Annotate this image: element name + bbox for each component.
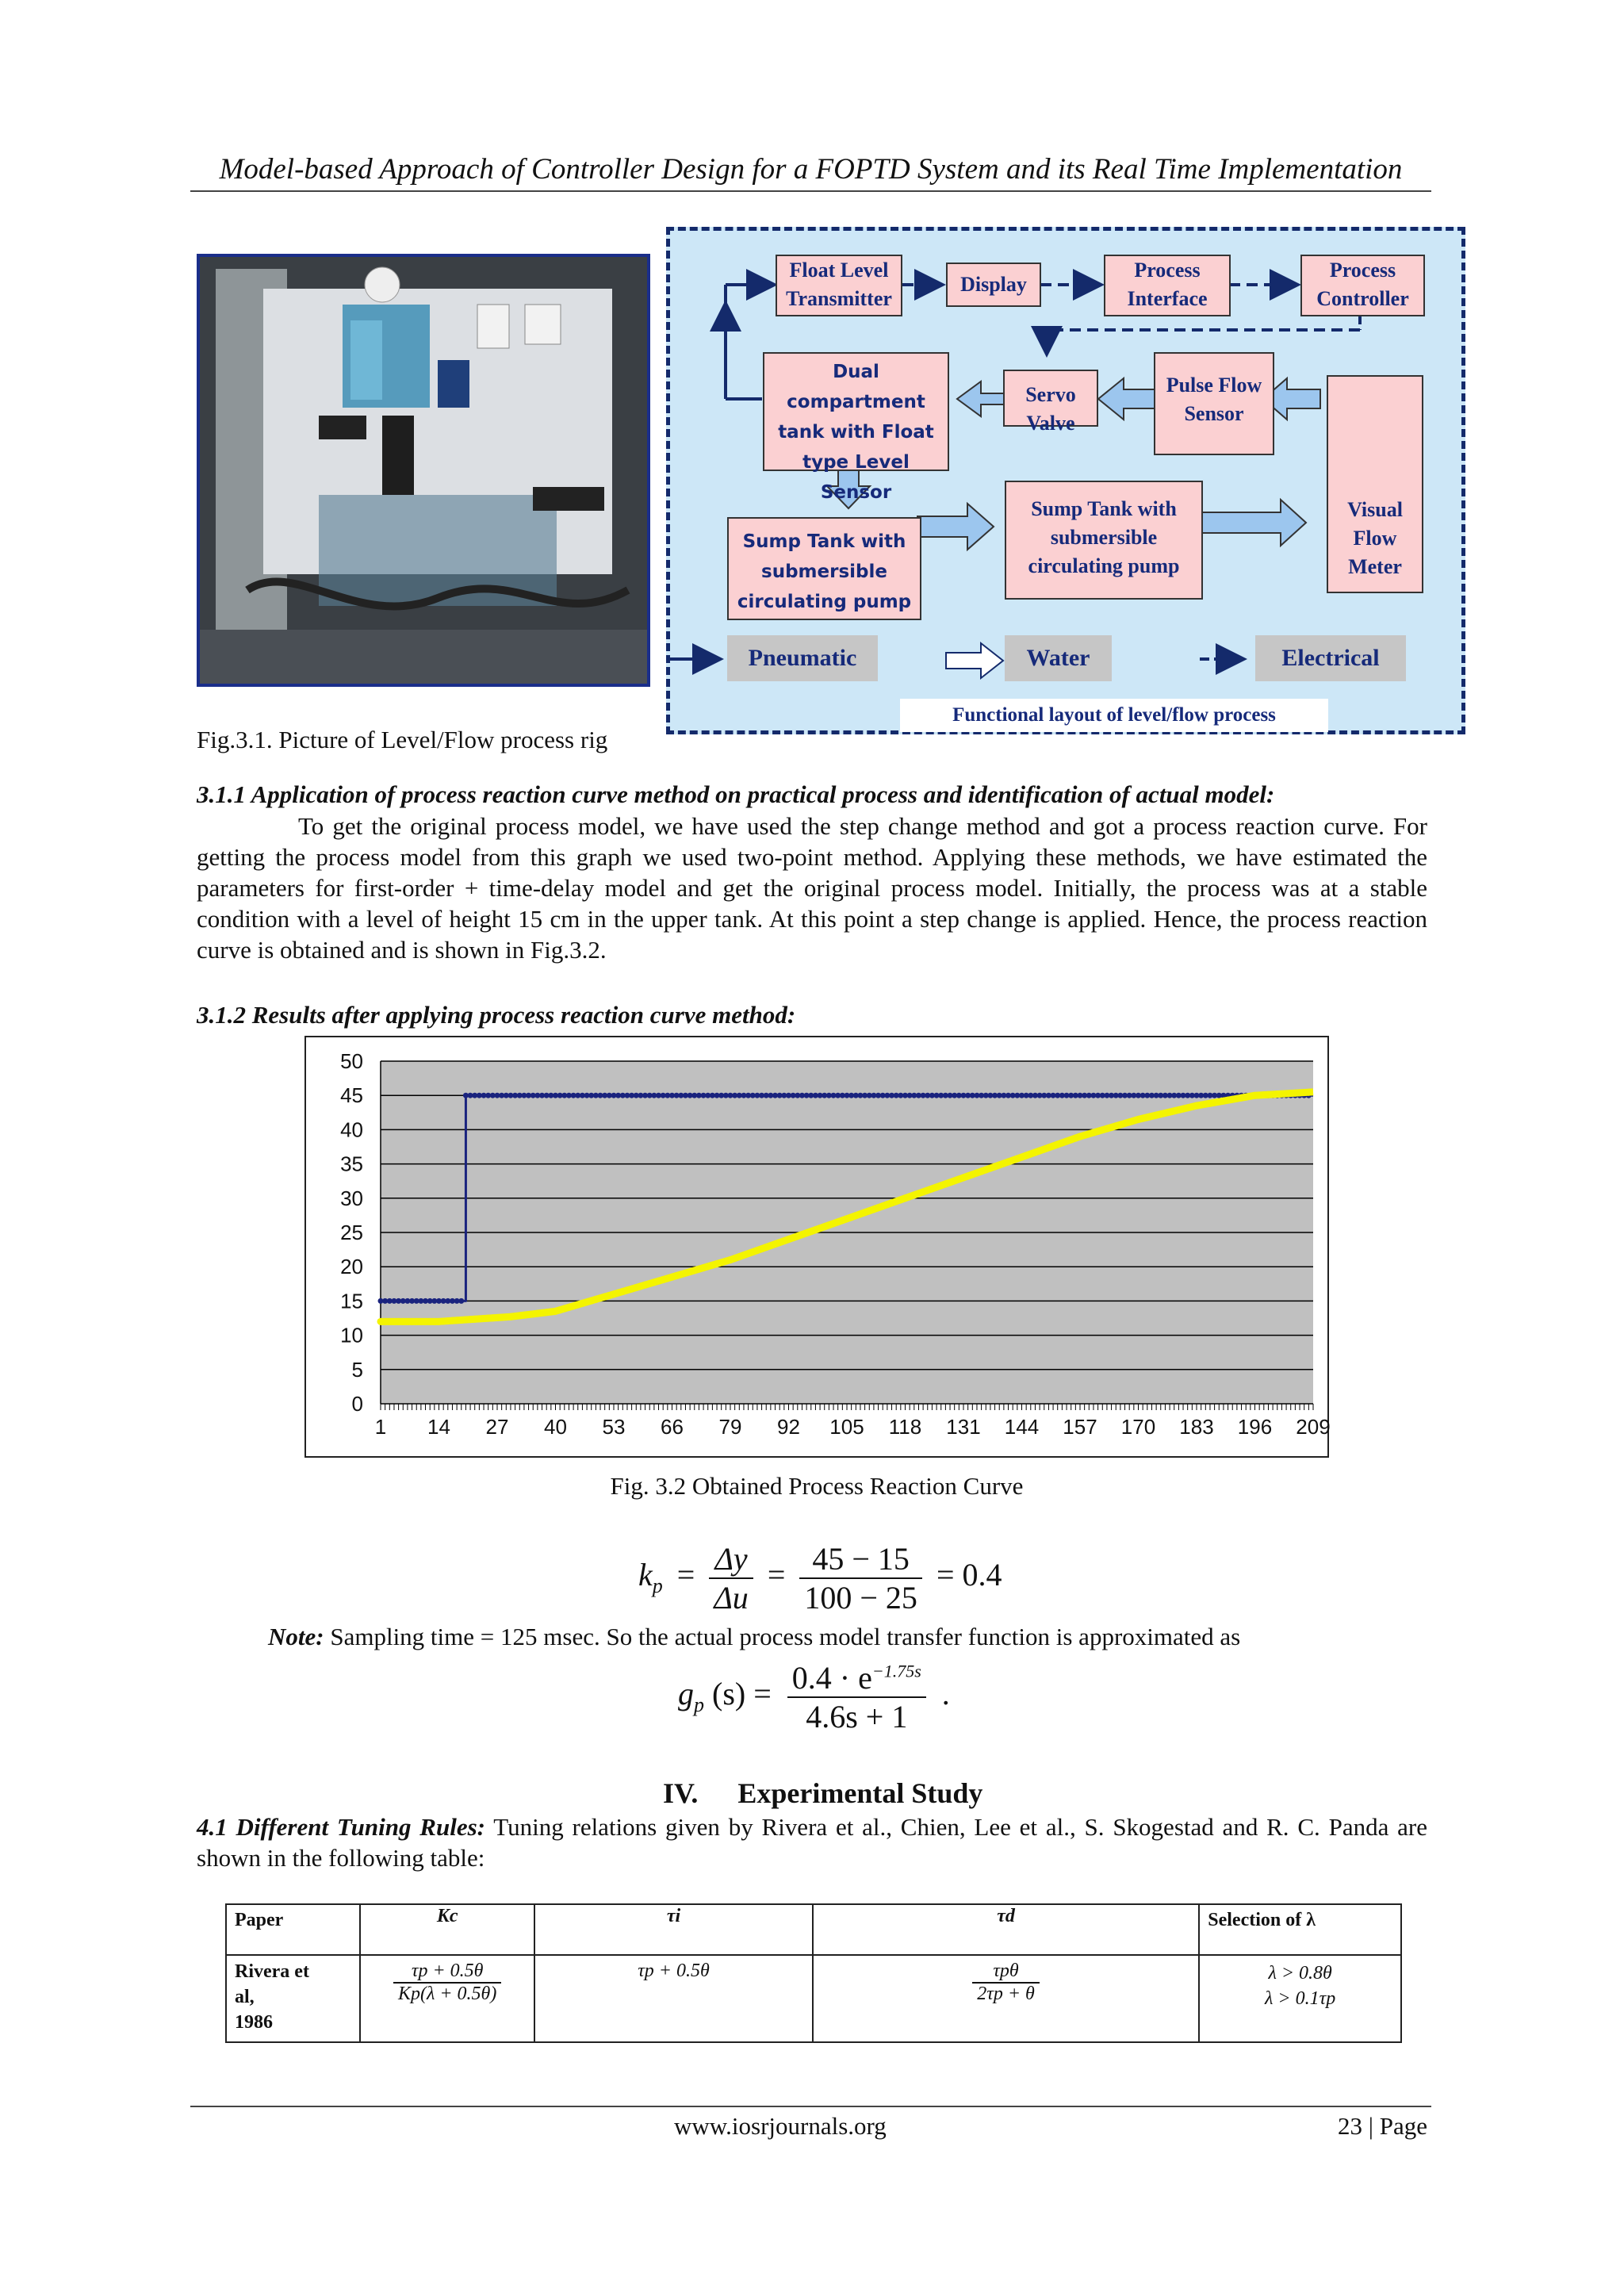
cell-taui: τp + 0.5θ [534,1955,813,2042]
process-reaction-chart [304,1036,1329,1458]
taud-fraction [972,1961,1040,2005]
sump-tank-left-box [727,517,921,620]
kp-symbol: k [638,1557,653,1593]
box-line: Float Level [789,259,889,282]
legend-water: Water [1005,635,1112,681]
section-title: Experimental Study [737,1777,983,1809]
tuning-rules-table [225,1903,1402,2043]
gp-exponent: −1.75s [871,1661,921,1681]
legend-pneumatic: Pneumatic [727,635,878,681]
frac-den: Kp(λ + 0.5θ) [397,1984,497,2004]
box-line: Visual [1347,498,1403,521]
box-line: Sensor [1184,402,1244,425]
y-tick-label: 5 [351,1357,363,1382]
paper-line: Rivera et [235,1961,309,1982]
footer-page: 23 | Page [1338,2112,1427,2140]
box-line: Dual compartment [787,362,925,412]
cell-lambda [1199,1955,1401,2042]
x-tick-label: 53 [602,1415,626,1439]
data-point [458,1298,464,1304]
box-line: Transmitter [786,287,892,310]
section-4-heading [663,1777,982,1810]
box-line: Servo [1025,383,1076,406]
header-taui: τi [534,1904,813,1955]
section-4-1-text [197,1811,1427,1873]
footer-site: www.iosrjournals.org [674,2112,887,2140]
x-tick-label: 14 [427,1415,450,1439]
y-tick-label: 50 [340,1049,363,1073]
section-3-1-1-heading: 3.1.1 Application of process reaction curve method on practical process and identification of actual model: [197,780,1275,808]
lambda-line: λ > 0.8θ [1268,1963,1332,1984]
note-line [268,1623,1240,1651]
functional-layout-diagram [666,227,1465,734]
process-controller-box [1300,255,1425,316]
note-text: Sampling time = 125 msec. So the actual process model transfer function is approximated as [330,1623,1241,1650]
box-line: Flow [1353,527,1397,550]
header-lambda: Selection of λ [1199,1904,1401,1955]
pulse-flow-sensor-box [1154,352,1274,455]
header-paper: Paper [226,1904,360,1955]
legend-electrical: Electrical [1255,635,1406,681]
x-tick-label: 118 [888,1415,922,1439]
section-number: IV. [663,1777,699,1809]
x-tick-label: 92 [777,1415,800,1439]
y-tick-label: 10 [340,1323,363,1347]
frac-num: 45 − 15 [799,1540,922,1579]
cell-paper [226,1955,360,2042]
gp-arg: (s) = [712,1676,772,1712]
data-point [1305,1089,1312,1096]
frac-num [787,1659,926,1698]
gp-subscript: p [694,1693,704,1717]
frac-den: 4.6s + 1 [806,1699,908,1734]
dy-du-fraction [709,1540,753,1616]
gp-symbol: g [678,1676,694,1712]
box-line: Meter [1348,555,1402,578]
box-line: type Level Sensor [802,452,910,503]
sump-tank-mid-box [1005,481,1203,600]
x-tick-label: 183 [1179,1415,1214,1439]
x-tick-label: 27 [485,1415,509,1439]
x-tick-label: 79 [718,1415,742,1439]
diagram-caption: Functional layout of level/flow process [900,699,1328,732]
box-line: submersible [761,562,887,582]
section-3-1-2-heading: 3.1.2 Results after applying process reaction curve method: [197,1001,796,1029]
y-tick-label: 0 [351,1392,363,1416]
y-tick-label: 45 [340,1083,363,1108]
box-line: circulating pump [737,592,912,612]
kp-equation: $k_p$ = $\frac{\Delta y}{\Delta u}$ = $\frac{45 - 15}{100 - 25}$ = 0.4 [638,1541,1002,1616]
box-line: Process [1329,259,1396,282]
table-row [226,1955,1401,2042]
box-line: Pulse Flow [1166,374,1262,397]
cell-taud [813,1955,1199,2042]
running-header: Model-based Approach of Controller Design for a FOPTD System and its Real Time Implementation [219,153,1403,186]
figure-3-2-caption: Fig. 3.2 Obtained Process Reaction Curve [610,1472,1024,1500]
x-tick-label: 209 [1296,1415,1331,1439]
x-tick-label: 1 [374,1415,387,1439]
display-box [946,263,1041,307]
gp-num: 0.4 · e [791,1660,872,1696]
box-line: Valve [1026,412,1075,435]
paper-line: 1986 [235,2012,273,2033]
box-line: circulating pump [1028,554,1180,577]
y-tick-label: 35 [340,1152,363,1176]
dual-compartment-tank-box [763,352,949,503]
box-line: tank with Float [778,422,934,443]
paper-line: al, [235,1987,255,2007]
process-rig-photo [197,254,650,687]
frac-den: Δu [714,1580,749,1616]
x-tick-label: 157 [1063,1415,1097,1439]
box-line: Process [1134,259,1201,282]
y-tick-label: 40 [340,1117,363,1142]
x-tick-label: 105 [829,1415,864,1439]
box-line: Sump Tank with [742,531,906,552]
numeric-fraction [799,1540,922,1616]
box-line: Display [960,273,1027,296]
frac-den: 2τp + θ [977,1984,1035,2004]
frac-den: 100 − 25 [804,1580,917,1616]
y-tick-label: 15 [340,1289,363,1313]
note-label: Note: [268,1623,324,1650]
y-tick-label: 25 [340,1221,363,1244]
kc-fraction [393,1961,501,2005]
box-line: Sump Tank with [1031,497,1177,520]
y-tick-label: 30 [340,1186,363,1210]
frac-num: τpθ [972,1961,1040,1984]
header-taud: τd [813,1904,1199,1955]
chart-svg [306,1037,1331,1456]
section-4-1-heading: 4.1 Different Tuning Rules: [197,1813,485,1841]
figure-3-1-caption: Fig.3.1. Picture of Level/Flow process rig [197,726,608,753]
x-tick-label: 131 [946,1415,981,1439]
x-tick-label: 170 [1120,1415,1156,1439]
box-line: Controller [1316,287,1409,310]
process-interface-box [1104,255,1231,316]
table-header-row [226,1904,1401,1955]
gp-fraction [787,1659,926,1735]
kp-subscript: p [652,1574,663,1598]
x-tick-label: 40 [544,1415,567,1439]
cell-kc [360,1955,534,2042]
box-line: submersible [1050,526,1158,549]
paragraph-text: To get the original process model, we have used the step change method and got a process reaction curve. For getting the process model from this graph we used two-point method. Applying these methods, we have estimated the parameters for first-order + time-delay model and get the original process model. Initially, the process was at a stable condition with a level of height 15 cm in the upper tank. At this point a step change is applied. Hence, the process reaction curve is obtained and is shown in Fig.3.2. [197,812,1427,964]
header-rule [190,190,1431,192]
float-level-transmitter-box [776,255,902,316]
frac-num: τp + 0.5θ [393,1961,501,1984]
x-tick-label: 144 [1004,1415,1040,1439]
y-tick-label: 20 [340,1255,363,1279]
section-4-1-body: Tuning relations given by Rivera et al., Chien, Lee et al., S. Skogestad and R. C. Panda are shown in the following table: [197,1813,1427,1872]
section-3-1-1-text [197,811,1427,965]
footer-rule [190,2106,1431,2107]
x-tick-label: 66 [661,1415,684,1439]
header-kc: Kc [360,1904,534,1955]
gp-tail: . [941,1676,950,1712]
frac-num: Δy [709,1540,753,1579]
kp-result: = 0.4 [936,1557,1002,1593]
lambda-line: λ > 0.1τp [1265,1988,1336,2009]
x-tick-label: 196 [1237,1415,1273,1439]
gp-equation [678,1659,950,1735]
servo-valve-box [1003,370,1098,435]
box-line: Interface [1127,287,1208,310]
visual-flow-meter-box [1327,375,1423,593]
